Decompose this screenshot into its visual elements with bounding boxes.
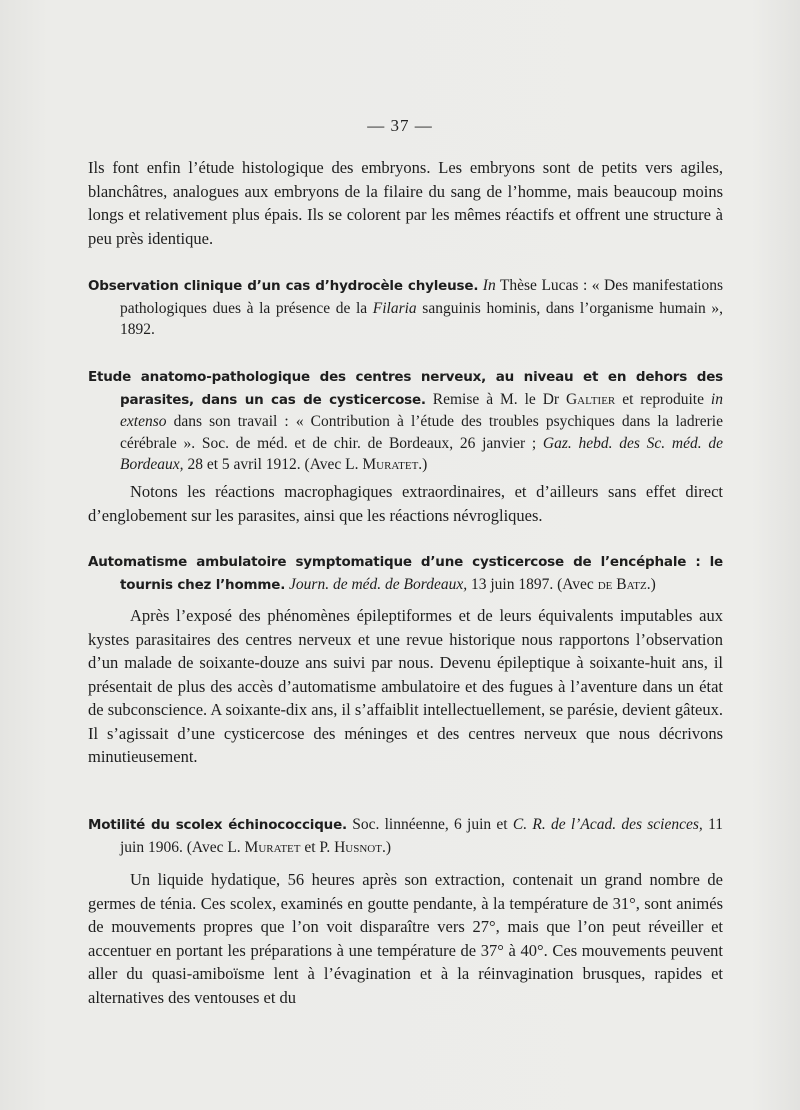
entry-anatomo-pathologique [88, 366, 723, 476]
entry-in-extenso: in extenso [120, 390, 723, 430]
paragraph-liquide-hydatique [88, 868, 723, 1009]
entry-ref: 28 et 5 avril 1912. (Avec L. [183, 456, 363, 473]
author-galtier: Galtier [565, 390, 616, 408]
entry-ref: .) [646, 575, 656, 593]
entry-ref: Thèse Lucas : « Des manifestations pathologiques dues à la présence de la [120, 277, 724, 317]
entry-journal: Journ. de méd. de Bordeaux, [289, 575, 468, 593]
paragraph-text: Après l’exposé des phénomènes épileptiformes et de leurs équivalents imputables aux kystes parasitaires des centres nerveux et une revue historique nous rapportons l’observation d’un malade de soixante-douze ans suivi par nous. Devenu épileptique à soixante-huit ans, il présentait de plus des accès d’automatisme ambulatoire et des fugues à l’aventure dans un état de subconscience. A soixante-dix ans, il s’affaiblit intellectuellement, se parésie, devient gâteux. Il s’agissait d’une cysticercose des méninges et des centres nerveux que nous décrivons minutieusement. [88, 606, 723, 766]
paragraph-embryos [88, 156, 723, 250]
entry-title: Automatisme ambulatoire symptomatique d’une cysticercose de l’encéphale : le tournis chez l’homme. [88, 554, 723, 593]
entry-automatisme [88, 551, 723, 596]
paragraph-reactions [88, 480, 723, 527]
paragraph-text: Un liquide hydatique, 56 heures après son extraction, contenait un grand nombre de germes de ténia. Ces scolex, examinés en goutte pendante, à la température de 31°, sont animés de mouvements propres que l’on voit disparaître vers 27°, mais que l’on peut réveiller et accentuer en portant les préparations à une température de 37° à 40°. Ces mouvements peuvent aller du quasi-amiboïsme lent à l’évagination et à la réinvagination brusques, rapides et alternatives des ventouses et du [88, 870, 723, 1007]
entry-ref: Soc. linnéenne, 6 juin et [346, 816, 513, 833]
entry-title: Motilité du scolex échinococcique. [88, 817, 347, 833]
entry-ref: .) [418, 456, 428, 473]
author-de-batz: de Batz [597, 575, 647, 593]
entry-ref: 11 juin 1906. (Avec L. [120, 816, 723, 856]
entry-gazette: Gaz. hebd. des Sc. méd. de Bordeaux, [120, 434, 723, 473]
entry-filaria: Filaria [372, 299, 417, 317]
paragraph-text: Notons les réactions macrophagiques extraordinaires, et d’ailleurs sans effet direct d’englobement sur les parasites, ainsi que les réactions névrogliques. [88, 482, 723, 525]
page-number: — 37 — [367, 116, 433, 135]
entry-ref: dans son travail : « Contribution à l’étude des troubles psychiques dans la ladrerie cérébrale ». Soc. de méd. et de chir. de Bordeaux, 26 janvier ; [120, 413, 723, 452]
entry-title: Etude anatomo-pathologique des centres nerveux, au niveau et en dehors des parasites, dans un cas de cysticercose. [88, 369, 723, 408]
entry-ref: sanguinis hominis, dans l’organisme humain », 1892. [120, 299, 724, 338]
entry-in: In [482, 277, 496, 294]
paragraph-observation [88, 604, 723, 769]
entry-ref: Remise à M. le Dr [425, 390, 566, 408]
entry-comptes-rendus: C. R. de l’Acad. des sciences, [512, 816, 703, 833]
author-muratet: Muratet [362, 456, 419, 473]
entry-ref: et reproduite [615, 390, 711, 408]
entry-title: Observation clinique d’un cas d’hydrocèle chyleuse. [88, 278, 479, 294]
entry-ref: .) [381, 838, 392, 856]
paragraph-text: Ils font enfin l’étude histologique des embryons. Les embryons sont de petits vers agiles, blanchâtres, analogues aux embryons de la filaire du sang de l’homme, mais beaucoup moins longs et relativement plus épais. Ils se colorent par les mêmes réactifs et offrent une structure à peu près identique. [88, 158, 723, 248]
entry-ref: et P. [300, 838, 335, 856]
entry-hydrocele [88, 275, 723, 341]
author-muratet: Muratet [244, 838, 301, 856]
entry-motilite [88, 814, 723, 858]
entry-ref: 13 juin 1897. (Avec [467, 575, 598, 593]
author-husnot: Husnot [334, 838, 382, 856]
